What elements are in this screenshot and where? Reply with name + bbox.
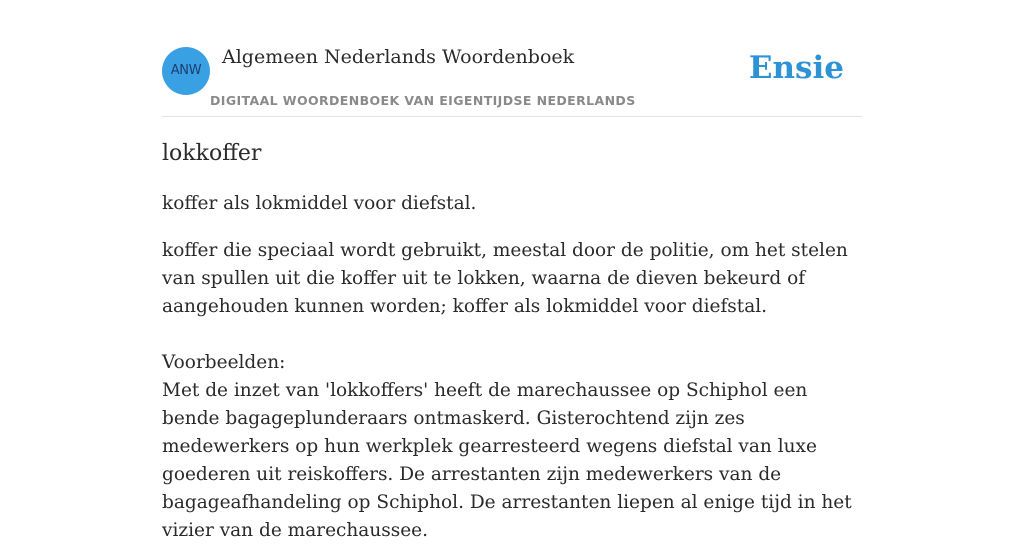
- ensie-logo[interactable]: Ensie: [748, 50, 844, 86]
- long-definition: koffer die speciaal wordt gebruikt, meestal door de politie, om het stelen van spullen uit die koffer uit te lokken, waarna de dieven bekeurd of aangehouden kunnen worden; koffer als lokmiddel voor diefstal.: [162, 240, 848, 317]
- site-tagline: DIGITAAL WOORDENBOEK VAN EIGENTIJDSE NEDERLANDS: [210, 93, 636, 108]
- anw-logo[interactable]: ANW: [162, 47, 210, 95]
- examples-label: Voorbeelden:: [162, 352, 286, 373]
- entry-content: [162, 138, 852, 545]
- site-name[interactable]: Algemeen Nederlands Woordenboek: [222, 46, 575, 68]
- example-text: Met de inzet van 'lokkoffers' heeft de marechaussee op Schiphol een bende bagageplunderaars ontmaskerd. Gisterochtend zijn zes medewerkers op hun werkplek gearresteerd wegens diefstal van luxe goederen uit reiskoffers. De arrestanten zijn medewerkers van de bagageafhandeling op Schiphol. De arrestanten liepen al enige tijd in het vizier van de marechaussee.: [162, 380, 852, 541]
- entry-headword: lokkoffer: [162, 141, 262, 166]
- short-definition: koffer als lokmiddel voor diefstal.: [162, 193, 477, 214]
- site-header: [162, 46, 862, 117]
